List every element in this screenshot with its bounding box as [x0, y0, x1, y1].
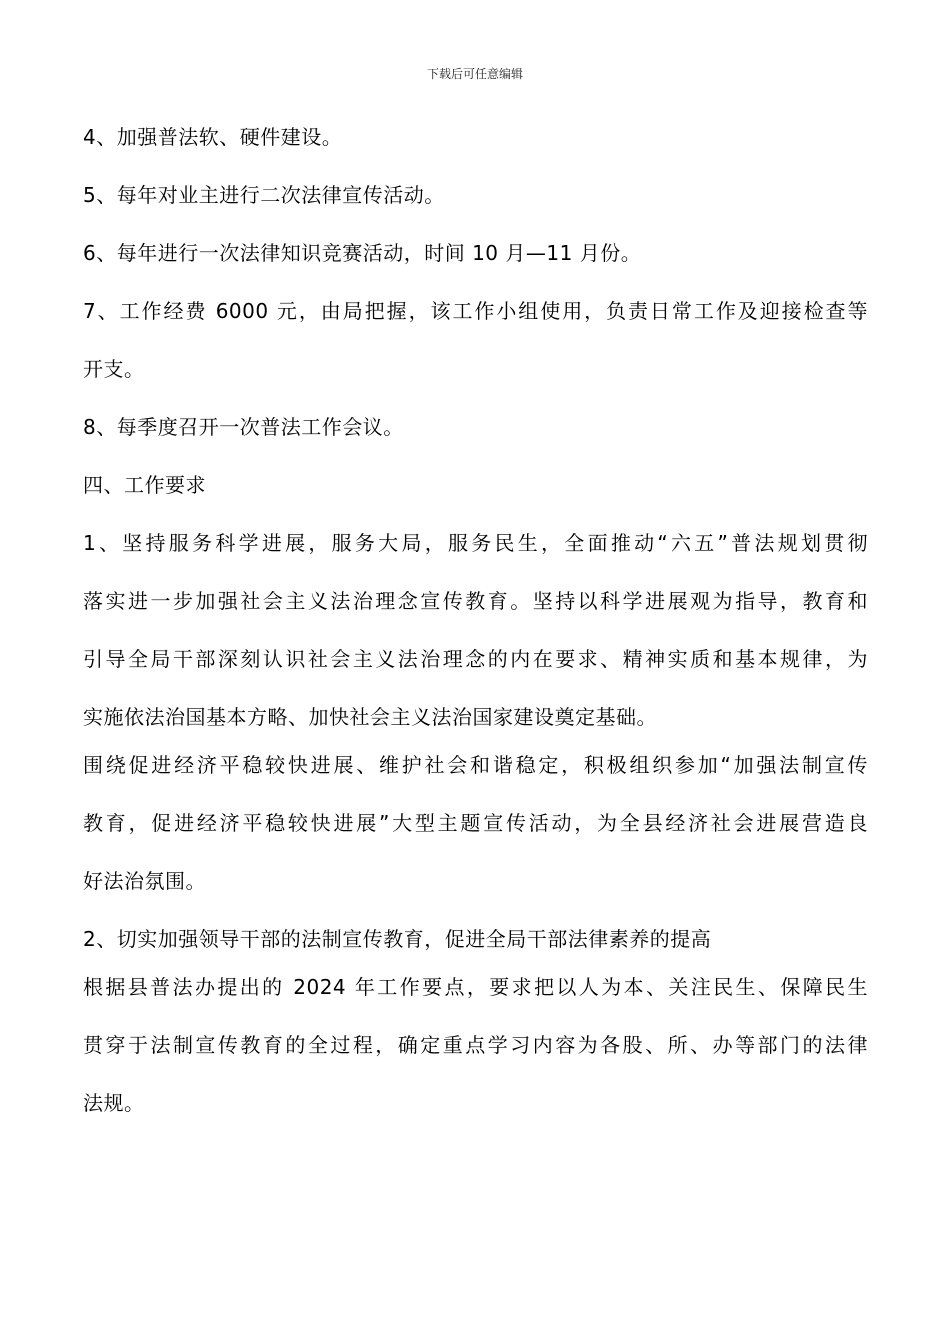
- req-1-line-2: 落实进一步加强社会主义法治理念宣传教育。坚持以科学进展观为指导，教育和: [83, 589, 868, 613]
- para-line-1: 围绕促进经济平稳较快进展、维护社会和谐稳定，积极组织参加“加强法制宣传: [83, 753, 868, 777]
- item-4: 4、加强普法软、硬件建设。: [83, 125, 343, 149]
- req-2-line-2: 贯穿于法制宣传教育的全过程，确定重点学习内容为各股、所、办等部门的法律: [83, 1033, 868, 1057]
- req-2-line-1: 根据县普法办提出的 2024 年工作要点，要求把以人为本、关注民生、保障民生: [83, 975, 868, 999]
- document-body: [83, 118, 868, 1122]
- item-6: 6、每年进行一次法律知识竞赛活动，时间 10 月—11 月份。: [83, 241, 642, 265]
- page-header: 下载后可任意编辑: [426, 67, 523, 81]
- item-5: 5、每年对业主进行二次法律宣传活动。: [83, 183, 445, 207]
- section-heading-4: 四、工作要求: [83, 473, 206, 497]
- req-2-line-3: 法规。: [83, 1091, 145, 1115]
- para-line-2: 教育，促进经济平稳较快进展”大型主题宣传活动，为全县经济社会进展营造良: [83, 811, 868, 835]
- req-1-line-1: 1、坚持服务科学进展，服务大局，服务民生，全面推动“六五”普法规划贯彻: [83, 531, 868, 555]
- para-line-3: 好法治氛围。: [83, 869, 206, 893]
- item-8: 8、每季度召开一次普法工作会议。: [83, 415, 404, 439]
- item-7-line-2: 开支。: [83, 357, 145, 381]
- req-2-heading: 2、切实加强领导干部的法制宣传教育，促进全局干部法律素养的提高: [83, 927, 712, 951]
- req-1-line-4: 实施依法治国基本方略、加快社会主义法治国家建设奠定基础。: [83, 705, 657, 729]
- item-7-line-1: 7、工作经费 6000 元，由局把握，该工作小组使用，负责日常工作及迎接检查等: [83, 299, 868, 323]
- req-1-line-3: 引导全局干部深刻认识社会主义法治理念的内在要求、精神实质和基本规律，为: [83, 647, 868, 671]
